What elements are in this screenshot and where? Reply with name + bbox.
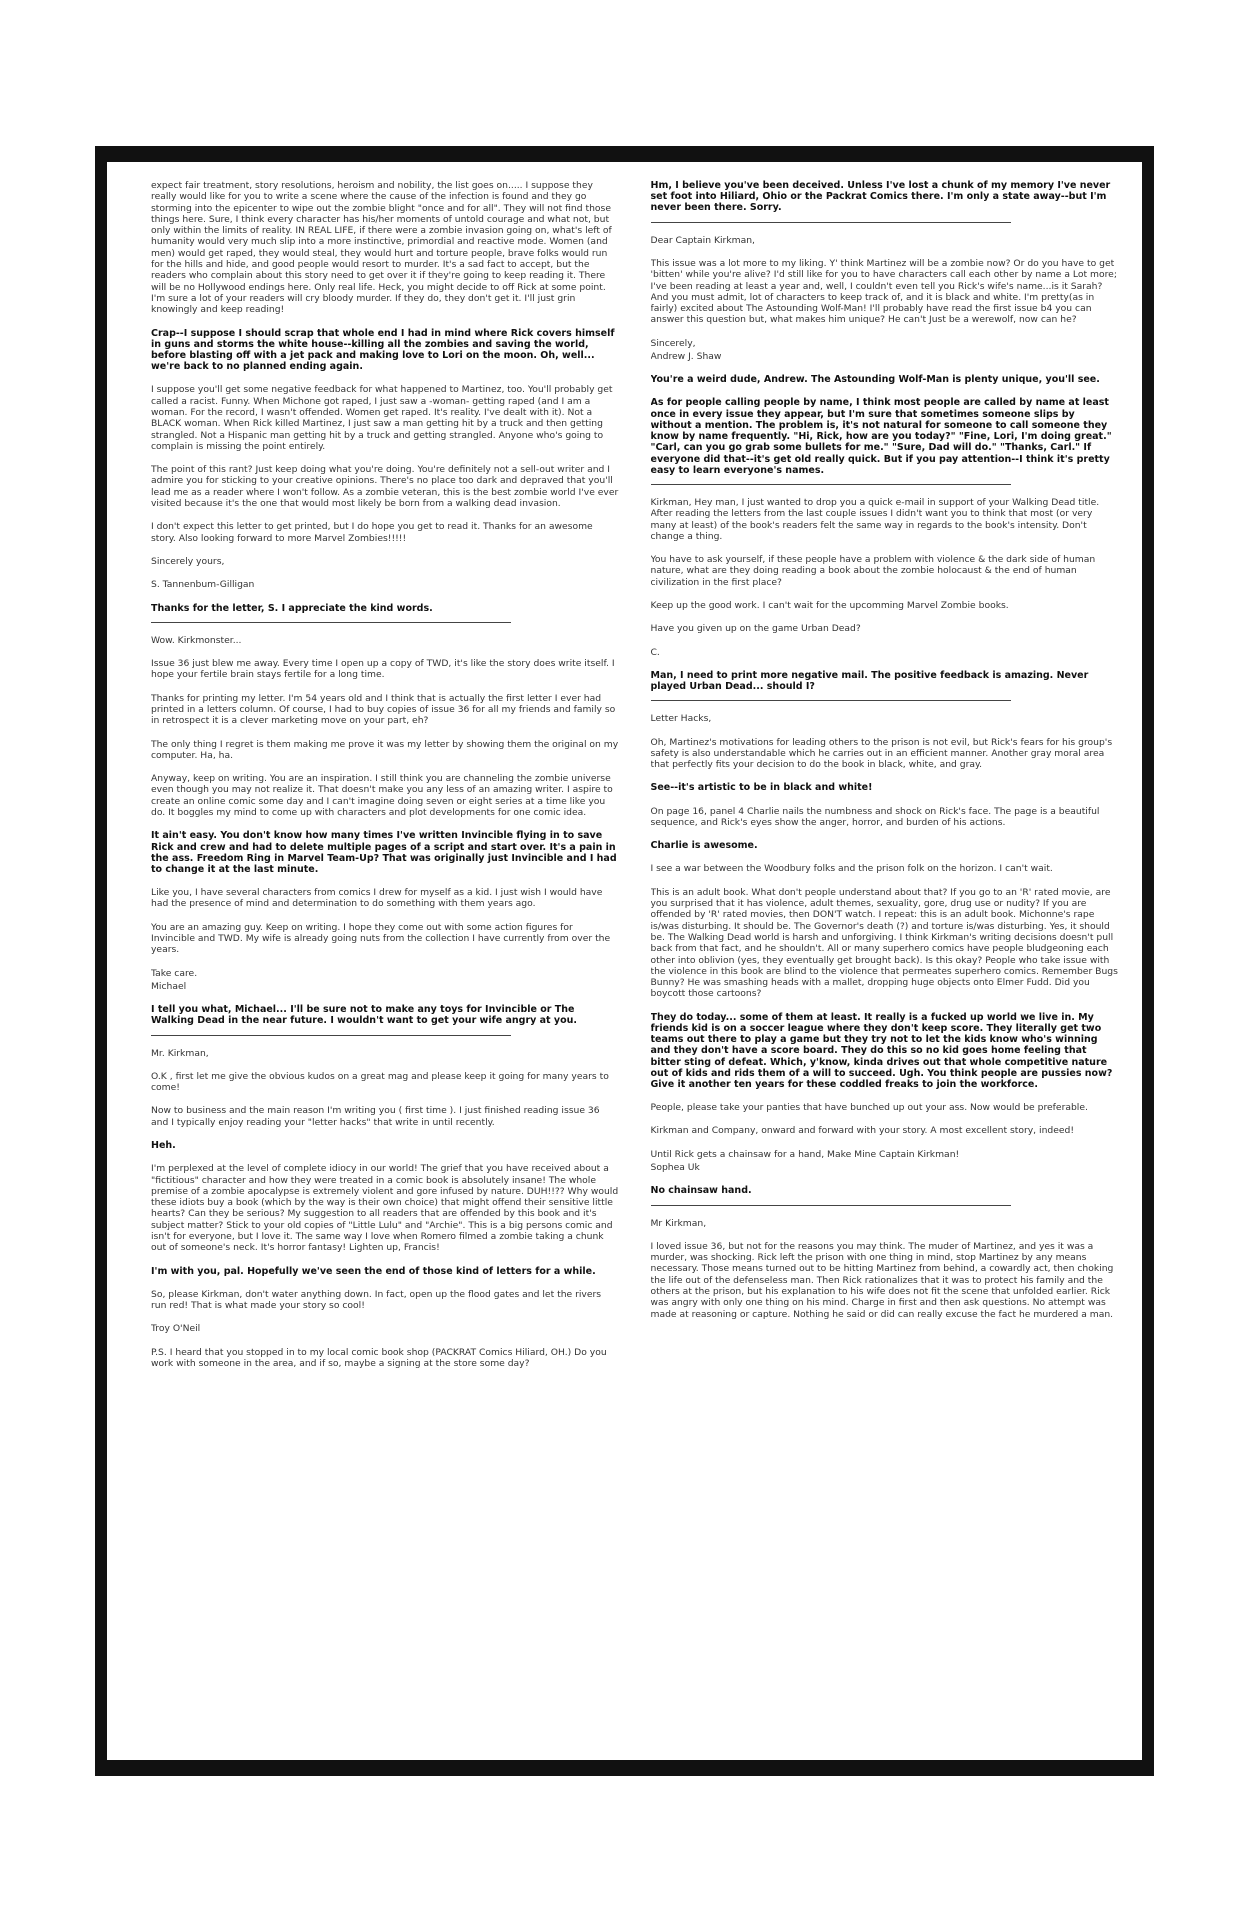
letter-paragraph: I'm perplexed at the level of complete idiocy in our world! The grief that you have received about a "fictitious" character and how they were treated in a comic book is absolutely insane! The whole premise of a zombie apocalypse is extremely violent and gore infused by nature. DUH!!?? Why would these idiots buy a book (which by the way is their own choice) that might offend their sensitive little hearts? Can they be serious? My suggestion to all readers that are offended by this book and it's subject matter? Stick to your old copies of "Little Lulu" and "Archie". This is a big persons comic and isn't for everyone, but I love it. The same way I love when Romero filmed a zombie taking a chunk out of someone's neck. It's horror fantasy! Lighten up, Francis! [151, 1163, 619, 1254]
letter-paragraph: I loved issue 36, but not for the reasons you may think. The muder of Martinez, and yes it was a murder, was shocking. Rick left the prison with one thing in mind, stop Martinez by any means necessary. Those means turned out to be hitting Martinez from behind, a cowardly act, then choking the life out of the defenseless man. Then Rick rationalizes that it was to protect his family and the others at the prison, but his explanation to his wife does not fit the scene that unfolded earlier. Rick was angry with only one thing on his mind. Charge in first and then ask questions. No attempt was made at reasoning or capture. Nothing he said or did can really excuse the fact he murdered a man. [650, 1240, 1114, 1320]
editor-response: Hm, I believe you've been deceived. Unless I've lost a chunk of my memory I've never set foot into Hiliard, Ohio or the Packrat Comics there. I'm only a state away--but I'm never been there. Sorry. [650, 180, 1111, 214]
letter-paragraph: People, please take your panties that have bunched up out your ass. Now would be preferable. [650, 1102, 1088, 1114]
letter-paragraph: I don't expect this letter to get printed, but I do hope you get to read it. Thanks for an awesome story. Also looking forward to more Marvel Zombies!!!!! [151, 521, 593, 544]
letter-paragraph: Like you, I have several characters from comics I drew for myself as a kid. I just wish I would have had the presence of mind and determination to do something with them years ago. [151, 887, 603, 910]
letter-paragraph: Troy O'Neil [151, 1323, 201, 1335]
editor-response: I'm with you, pal. Hopefully we've seen the end of those kind of letters for a while. [151, 1265, 596, 1277]
letter-paragraph: Now to business and the main reason I'm writing you ( first time ). I just finished reading issue 36 and I typically enjoy reading your "letter hacks" that write in until recently. [151, 1105, 600, 1128]
letter-paragraph: Kirkman, Hey man, I just wanted to drop you a quick e-mail in support of your Walking Dead title. After reading the letters from the last couple issues I didn't want you to think that most (or very many at least) of the book's readers felt the same way in regards to the book's intensity. Don't change a thing. [650, 496, 1100, 542]
section-divider [651, 700, 1011, 701]
letter-paragraph: expect fair treatment, story resolutions, heroism and nobility, the list goes on..... I suppose they really would like for you to write a scene where the cause of the infection is found and they go storming into the epicenter to wipe out the zombie blight "once and for all". They will not find those things here. Sure, I think every character has his/her moments of untold courage and what not, but only within the limits of reality. IN REAL LIFE, if there were a zombie invasion going on, what's left of humanity would very much slip into a more instinctive, primordial and reactive mode. Women (and men) would get raped, they would steal, they would hurt and torture people, brave folks would run for the hills and hide, and good people would resort to murder. It's a sad fact to accept, but the readers who complain about this story need to get over it if they're going to keep reading it. There will be no Hollywood endings here. Only real life. Heck, you might decide to off Rick at some point. I'm sure a lot of your readers will cry bloody murder. If they do, they don't get it. I'll just grin knowingly and keep reading! [151, 180, 612, 316]
letter-paragraph: Sophea Uk [650, 1162, 700, 1174]
letter-paragraph: Kirkman and Company, onward and forward with your story. A most excellent story, indeed! [650, 1125, 1075, 1137]
letter-paragraph: C. [650, 646, 660, 658]
section-divider [651, 1205, 1011, 1206]
editor-response: See--it's artistic to be in black and white! [650, 782, 873, 794]
letter-paragraph: Issue 36 just blew me away. Every time I open up a copy of TWD, it's like the story does write itself. I hope your fertile brain stays fertile for a long time. [151, 658, 615, 681]
letter-paragraph: I see a war between the Woodbury folks and the prison folk on the horizon. I can't wait. [650, 863, 1053, 875]
letter-paragraph: Oh, Martinez's motivations for leading others to the prison is not evil, but Rick's fears for his group's safety is also understandable which he carries out in an efficient manner. Another gray moral area that perfectly fits your decision to do the book in black, white, and gray. [650, 736, 1113, 771]
letters-page [107, 162, 1142, 1760]
letter-paragraph: Letter Hacks, [650, 713, 712, 725]
letter-paragraph: Andrew J. Shaw [650, 350, 722, 362]
letter-paragraph: So, please Kirkman, don't water anything down. In fact, open up the flood gates and let the rivers run red! That is what made your story so cool! [151, 1288, 602, 1312]
letter-paragraph: O.K , first let me give the obvious kudos on a great mag and please keep it going for many years to come! [151, 1070, 609, 1094]
editor-response: No chainsaw hand. [650, 1185, 752, 1197]
section-divider [651, 484, 1011, 485]
letter-paragraph: Dear Captain Kirkman, [650, 234, 755, 246]
editor-response: They do today... some of them at least. It really is a fucked up world we live in. My friends kid is on a soccer league where they don't keep score. They literally get two teams out there to play a game but they try not to let the kids know who's winning and they don't have a score board. They do this so no kid goes home feeling that bitter sting of defeat. Which, y'know, kinda drives out that whole competitive nature out of kids and rids them of a will to succeed. Ugh. You think people are pussies now? Give it another ten years for these coddled freaks to join the workforce. [650, 1011, 1113, 1090]
section-divider [651, 222, 1011, 223]
letter-paragraph: Michael [151, 980, 187, 992]
letter-paragraph: Until Rick gets a chainsaw for a hand, Make Mine Captain Kirkman! [650, 1148, 960, 1160]
letter-paragraph: Wow. Kirkmonster... [151, 634, 242, 646]
editor-response: Man, I need to print more negative mail. The positive feedback is amazing. Never played Urban Dead... should I? [650, 669, 1089, 693]
section-divider [151, 622, 511, 623]
section-divider [151, 1035, 511, 1036]
editor-response: As for people calling people by name, I think most people are called by name at least once in every issue they appear, but I'm sure that sometimes someone slips by without a mention. The problem is, it's not natural for someone to call someone they know by name frequently. "Hi, Rick, how are you today?" "Fine, Lori, I'm doing great." "Carl, can you go grab some bullets for me." "Sure, Dad will do." "Thanks, Carl." If everyone did that--it's get old really quick. But if you pay attention--I think it's pretty easy to learn everyone's names. [650, 397, 1112, 476]
editor-response: I tell you what, Michael... I'll be sure not to make any toys for Invincible or The Walking Dead in the near future. I wouldn't want to get your wife angry at you. [151, 1004, 577, 1027]
page-frame [95, 146, 1154, 1776]
letter-paragraph: On page 16, panel 4 Charlie nails the numbness and shock on Rick's face. The page is a beautiful sequence, and Rick's eyes show the anger, horror, and burden of his actions. [650, 805, 1100, 828]
letter-paragraph: S. Tannenbum-Gilligan [151, 579, 255, 591]
letter-paragraph: Thanks for printing my letter. I'm 54 years old and I think that is actually the first letter I ever had printed in a letters column. Of course, I had to buy copies of issue 36 for all my friends and family so in retrospect it is a clever marketing move on your part, eh? [151, 692, 616, 727]
editor-response: Thanks for the letter, S. I appreciate the kind words. [151, 602, 433, 614]
letter-paragraph: Keep up the good work. I can't wait for the upcomming Marvel Zombie books. [650, 599, 1009, 611]
letter-paragraph: Sincerely, [650, 337, 696, 349]
letter-paragraph: P.S. I heard that you stopped in to my local comic book shop (PACKRAT Comics Hiliard, OH.) Do you work with someone in the area, and if so, maybe a signing at the store some day? [151, 1346, 607, 1370]
editor-response: Crap--I suppose I should scrap that whole end I had in mind where Rick covers himself in guns and storms the white house--killing all the zombies and saving the world, before blasting off with a jet pack and making love to Lori on the moon. Oh, well... we're back to no planned ending again. [151, 327, 615, 373]
letter-paragraph: You have to ask yourself, if these people have a problem with violence & the dark side of human nature, what are they doing reading a book about the zombie holocaust & the end of human civilization in the first place? [650, 554, 1096, 588]
letter-paragraph: The point of this rant? Just keep doing what you're doing. You're definitely not a sell-out writer and I admire you for sticking to your creative opinions. There's no place too dark and depraved that you'll lead me as a reader where I won't follow. As a zombie veteran, this is the best zombie world I've ever visited because it's the one that would most likely be born from a walking dead invasion. [151, 464, 619, 510]
editor-response: You're a weird dude, Andrew. The Astounding Wolf-Man is plenty unique, you'll see. [650, 374, 1100, 386]
letter-paragraph: Sincerely yours, [151, 555, 225, 567]
letter-paragraph: Have you given up on the game Urban Dead? [650, 623, 861, 635]
letter-paragraph: Anyway, keep on writing. You are an inspiration. I still think you are channeling the zombie universe even though you may not realize it. That doesn't make you any less of an amazing writer. I aspire to create an online comic some day and I can't imagine doing seven or eight series at a time like you do. It boggles my mind to come up with characters and plot developments for one comic idea. [151, 773, 613, 818]
letter-paragraph: This is an adult book. What don't people understand about that? If you go to an 'R' rated movie, are you surprised that it has violence, adult themes, sexuality, gore, drug use or nudity? If you are offended by 'R' rated movies, then DON'T watch. I repeat: this is an adult book. Michonne's rape is/was disturbing. It should be. The Governor's death (?) and torture is/was disturbing. Yes, it should be. The Walking Dead world is harsh and unforgiving. I think Kirkman's writing decisions doesn't pull back from that fact, and he shouldn't. All or many superhero comics have people bludgeoning each other into oblivion (yes, they eventually get brought back). Is this okay? People who take issue with the violence in this book are blind to the violence that permeates superhero comics. Remember Bugs Bunny? He was smashing heads with a mallet, dropping huge objects onto Elmer Fudd. Did you boycott those cartoons? [650, 886, 1118, 1000]
letter-paragraph: The only thing I regret is them making me prove it was my letter by showing them the original on my computer. Ha, ha. [151, 738, 619, 761]
left-column [151, 180, 619, 1750]
letter-paragraph: This issue was a lot more to my liking. Y' think Martinez will be a zombie now? Or do you have to get 'bitten' while you're alive? I'd still like for you to have characters call each other by name a Lot more; I've been reading at least a year and, well, I couldn't even tell you Rick's wife's name...is it Sarah? And you must admit, lot of characters to keep track of, and it is black and white. I'm pretty(as in fairly) excited about The Astounding Wolf-Man! I'll probably have read the first issue b4 you can answer this question but, what makes him unique? He can't Just be a werewolf, now can he? [650, 257, 1117, 326]
editor-response: It ain't easy. You don't know how many times I've written Invincible flying in to save Rick and crew and had to delete multiple pages of a script and start over. It's a pain in the ass. Freedom Ring in Marvel Team-Up? That was originally just Invincible and I had to change it at the last minute. [151, 830, 617, 875]
letter-paragraph: I suppose you'll get some negative feedback for what happened to Martinez, too. You'll probably get called a racist. Funny. When Michone got raped, I just saw a -woman- getting raped (and I am a woman. For the record, I wasn't offended. Women get raped. It's reality. I've dealt with it). Not a BLACK woman. When Rick killed Martinez, I just saw a man getting hit by a truck and then getting strangled. Not a Hispanic man getting hit by a truck and getting strangled. Anyone who's going to complain is missing the point entirely. [151, 384, 613, 452]
letter-paragraph: You are an amazing guy. Keep on writing. I hope they come out with some action figures for Invincible and TWD. My wife is already going nuts from the collection I have currently from over the years. [151, 921, 611, 956]
right-column [651, 180, 1119, 1750]
letter-paragraph: Mr Kirkman, [650, 1217, 707, 1229]
editor-response: Heh. [151, 1140, 176, 1152]
letter-paragraph: Mr. Kirkman, [151, 1047, 209, 1059]
letter-paragraph: Take care. [151, 967, 198, 979]
editor-response: Charlie is awesome. [650, 840, 758, 852]
